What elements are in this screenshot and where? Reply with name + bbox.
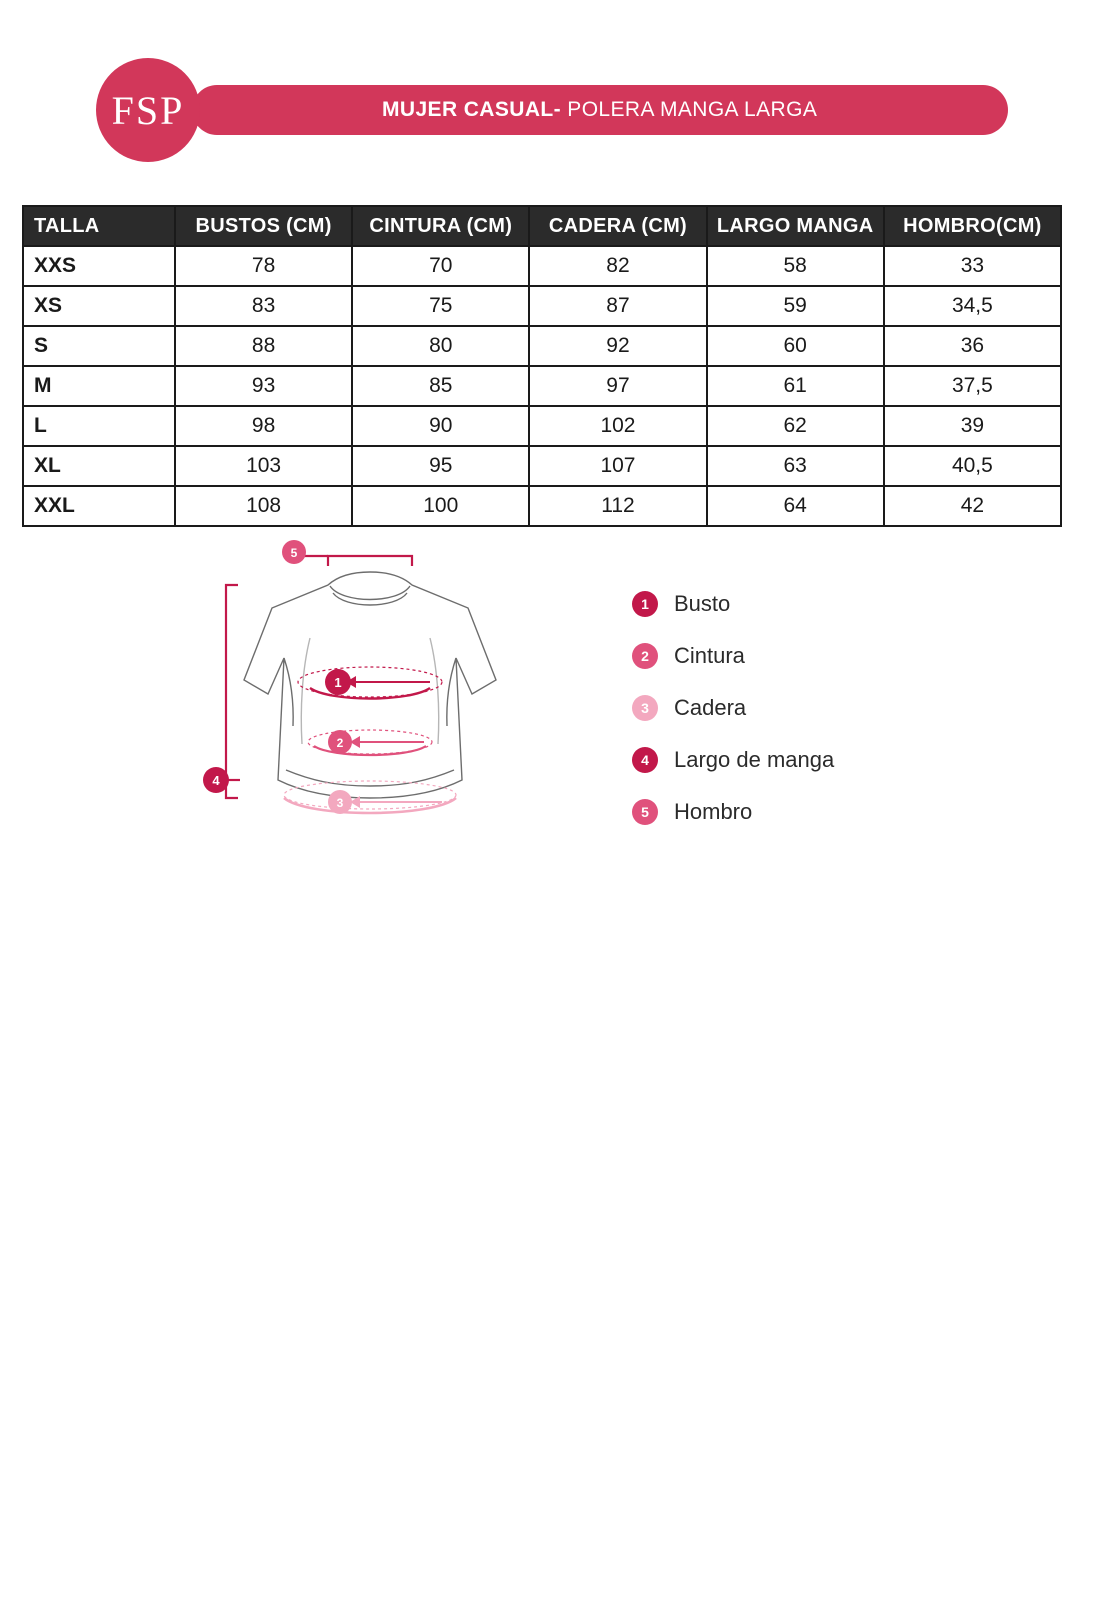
legend-item-cadera — [632, 682, 1012, 734]
cell-hombro: 36 — [884, 326, 1061, 366]
cell-largo-manga: 62 — [707, 406, 884, 446]
cell-cadera: 82 — [529, 246, 706, 286]
legend-label-largo-de-manga: Largo de manga — [674, 747, 835, 772]
garment-outline-icon — [244, 572, 496, 798]
legend-marker-1-icon: 1 — [632, 591, 658, 617]
table-header — [23, 206, 1061, 246]
table-body — [23, 246, 1061, 526]
cell-largo-manga: 58 — [707, 246, 884, 286]
column-header-largo-manga: LARGO MANGA — [707, 206, 884, 246]
header-banner — [192, 85, 1008, 135]
table-row — [23, 486, 1061, 526]
legend-label-hombro: Hombro — [674, 799, 753, 824]
legend-item-busto — [632, 578, 1012, 630]
cell-cadera: 97 — [529, 366, 706, 406]
cell-largo-manga: 63 — [707, 446, 884, 486]
page-title-rest: POLERA MANGA LARGA — [561, 98, 818, 121]
cell-bustos: 103 — [175, 446, 352, 486]
brand-logo-text: FSP — [111, 87, 185, 133]
column-header-bustos: BUSTOS (CM) — [175, 206, 352, 246]
page-title-bold: MUJER CASUAL- — [382, 98, 562, 121]
legend-label-cadera: Cadera — [674, 695, 747, 720]
size-chart-table — [22, 205, 1062, 527]
marker-2 — [328, 730, 352, 754]
marker-1 — [325, 669, 351, 695]
table-row — [23, 326, 1061, 366]
cell-talla: M — [23, 366, 175, 406]
cell-hombro: 34,5 — [884, 286, 1061, 326]
garment-diagram — [180, 530, 560, 860]
legend-item-hombro — [632, 786, 1012, 838]
cell-bustos: 83 — [175, 286, 352, 326]
svg-text:5: 5 — [290, 546, 298, 560]
brand-logo — [96, 58, 200, 162]
marker-5 — [282, 540, 306, 564]
cell-cintura: 90 — [352, 406, 529, 446]
cell-cadera: 107 — [529, 446, 706, 486]
legend-label-busto: Busto — [674, 591, 731, 616]
cell-cintura: 70 — [352, 246, 529, 286]
table-row — [23, 446, 1061, 486]
cell-talla: XL — [23, 446, 175, 486]
cell-talla: L — [23, 406, 175, 446]
cell-talla: XXS — [23, 246, 175, 286]
column-header-talla: TALLA — [23, 206, 175, 246]
cell-hombro: 37,5 — [884, 366, 1061, 406]
cell-cintura: 75 — [352, 286, 529, 326]
table-row — [23, 366, 1061, 406]
cell-largo-manga: 61 — [707, 366, 884, 406]
legend-marker-4-icon: 4 — [632, 747, 658, 773]
marker-4 — [203, 767, 229, 793]
waist-measure-line — [308, 730, 432, 755]
legend-item-cintura — [632, 630, 1012, 682]
table-row — [23, 406, 1061, 446]
cell-cadera: 87 — [529, 286, 706, 326]
cell-cadera: 92 — [529, 326, 706, 366]
svg-text:1: 1 — [334, 675, 342, 690]
cell-cadera: 112 — [529, 486, 706, 526]
cell-bustos: 108 — [175, 486, 352, 526]
page-title — [382, 98, 817, 122]
cell-largo-manga: 64 — [707, 486, 884, 526]
cell-cintura: 85 — [352, 366, 529, 406]
table-row — [23, 246, 1061, 286]
marker-3 — [328, 790, 352, 814]
cell-largo-manga: 60 — [707, 326, 884, 366]
legend-item-largo-de-manga — [632, 734, 1012, 786]
cell-hombro: 39 — [884, 406, 1061, 446]
cell-talla: XXL — [23, 486, 175, 526]
legend-marker-2-icon: 2 — [632, 643, 658, 669]
cell-hombro: 40,5 — [884, 446, 1061, 486]
cell-cadera: 102 — [529, 406, 706, 446]
cell-hombro: 33 — [884, 246, 1061, 286]
sleeve-length-bracket — [226, 585, 240, 798]
cell-hombro: 42 — [884, 486, 1061, 526]
cell-cintura: 80 — [352, 326, 529, 366]
svg-text:2: 2 — [336, 736, 344, 750]
cell-bustos: 88 — [175, 326, 352, 366]
shoulder-bracket — [304, 556, 412, 566]
cell-bustos: 93 — [175, 366, 352, 406]
legend-marker-5-icon: 5 — [632, 799, 658, 825]
measurement-legend — [632, 578, 1012, 838]
table-header-row — [23, 206, 1061, 246]
page-header — [96, 58, 1008, 162]
cell-cintura: 95 — [352, 446, 529, 486]
column-header-hombro: HOMBRO(CM) — [884, 206, 1061, 246]
cell-talla: XS — [23, 286, 175, 326]
cell-cintura: 100 — [352, 486, 529, 526]
legend-label-cintura: Cintura — [674, 643, 745, 668]
cell-largo-manga: 59 — [707, 286, 884, 326]
svg-text:3: 3 — [336, 796, 344, 810]
table-row — [23, 286, 1061, 326]
cell-talla: S — [23, 326, 175, 366]
cell-bustos: 98 — [175, 406, 352, 446]
bust-measure-line — [298, 667, 442, 699]
legend-marker-3-icon: 3 — [632, 695, 658, 721]
column-header-cintura: CINTURA (CM) — [352, 206, 529, 246]
column-header-cadera: CADERA (CM) — [529, 206, 706, 246]
cell-bustos: 78 — [175, 246, 352, 286]
svg-text:4: 4 — [212, 773, 220, 788]
